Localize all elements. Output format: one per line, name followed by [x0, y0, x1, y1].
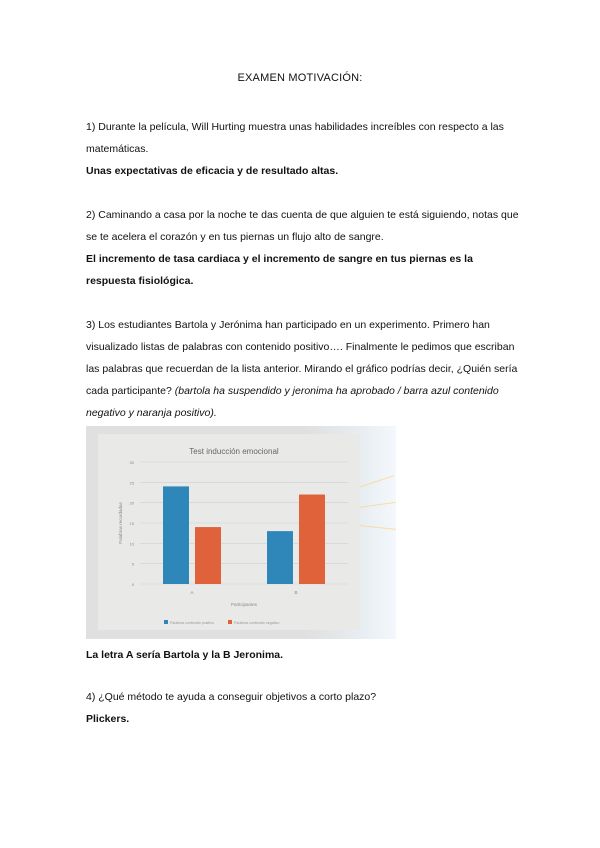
y-axis-label: Palabras recordadas [118, 502, 123, 544]
x-axis-label: Participantes [230, 602, 258, 607]
question-3 [86, 314, 526, 424]
y-tick-label: 5 [131, 561, 134, 567]
legend-label: Palabras contenido positivo [170, 621, 214, 625]
question-3-note: (bartola ha suspendido y jeronima ha aprobado / barra azul contenido negativo y naranja positivo). [86, 385, 499, 419]
bar-A-negative [195, 527, 221, 584]
chart [98, 434, 360, 630]
answer-1: Unas expectativas de eficacia y de resultado altas. [86, 165, 339, 177]
y-tick-label: 15 [129, 521, 134, 526]
bar-B-positive [267, 531, 293, 584]
legend-swatch [164, 620, 168, 624]
bar-A-positive [163, 486, 189, 584]
chart-photo [86, 426, 396, 639]
x-tick-label: A [190, 590, 194, 595]
x-tick-label: B [294, 590, 298, 595]
question-4: 4) ¿Qué método te ayuda a conseguir objetivos a corto plazo? [86, 691, 377, 703]
answer-3: La letra A sería Bartola y la B Jeronima. [86, 649, 284, 661]
page-title: EXAMEN MOTIVACIÓN: [237, 72, 363, 84]
question-1: 1) Durante la película, Will Hurting muestra unas habilidades increíbles con respecto a las matemáticas. [86, 121, 504, 155]
y-tick-label: 0 [131, 582, 134, 587]
y-tick-label: 30 [129, 460, 134, 465]
chart-card [98, 434, 360, 630]
y-tick-label: 20 [129, 500, 134, 506]
answer-4: Plickers. [86, 713, 130, 725]
y-tick-label: 25 [129, 480, 134, 486]
question-3-text: 3) Los estudiantes Bartola y Jerónima han participado en un experimento. Primero han visualizado listas de palabras con contenido positivo…. Finalmente le pedimos que escriban las palabras que recuerdan de la lista anterior. Mirando el gráfico podrías decir, ¿Quién sería cada participante? [86, 319, 518, 397]
question-2: 2) Caminando a casa por la noche te das cuenta de que alguien te está siguiendo, notas que se te acelera el corazón y en tus piernas un flujo alto de sangre. [86, 209, 519, 243]
legend-label: Palabras contenido negativo [234, 621, 280, 625]
chart-title: Test inducción emocional [189, 447, 279, 456]
answer-2: El incremento de tasa cardiaca y el incremento de sangre en tus piernas es la respuesta fisiológica. [86, 253, 473, 287]
y-tick-label: 10 [129, 541, 134, 547]
bar-B-negative [299, 495, 325, 584]
legend-swatch [228, 620, 232, 624]
